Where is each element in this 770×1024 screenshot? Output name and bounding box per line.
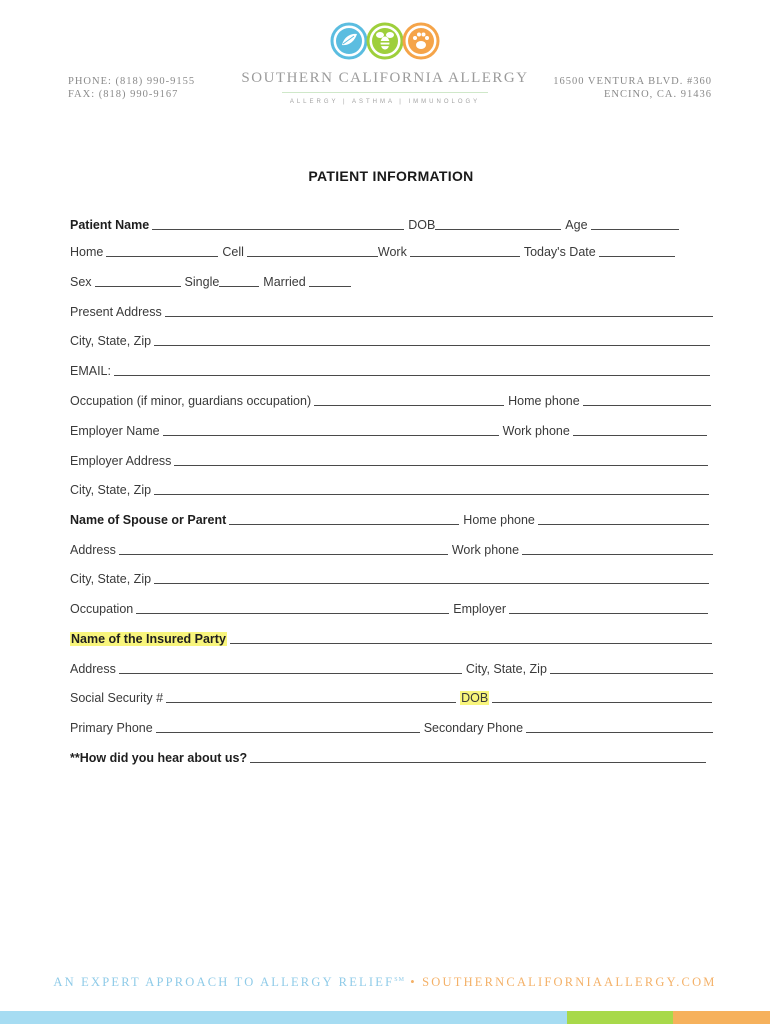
hear-about-field[interactable]	[250, 762, 706, 763]
form-row-insured-party	[70, 628, 712, 646]
employer-address-label: Employer Address	[70, 454, 172, 468]
city-state-zip-label: City, State, Zip	[465, 662, 547, 676]
contact-info	[68, 75, 195, 101]
city-state-zip-label: City, State, Zip	[70, 483, 152, 497]
spouse-parent-field[interactable]	[229, 524, 459, 525]
city-state-zip-field[interactable]	[550, 673, 713, 674]
employer-field[interactable]	[509, 613, 708, 614]
footer-tagline	[0, 975, 770, 990]
form-row-occupation-minor	[70, 390, 711, 408]
form-row-patient	[70, 214, 713, 232]
occupation-label: Occupation	[70, 602, 134, 616]
work-phone-field[interactable]	[573, 435, 707, 436]
city-state-zip-label: City, State, Zip	[70, 334, 152, 348]
patient-name-label: Patient Name	[70, 218, 150, 232]
form-row-email	[70, 360, 710, 378]
form-row-insured-address	[70, 658, 713, 676]
form-row-city-1	[70, 330, 710, 348]
form-row-phones-insured	[70, 717, 713, 735]
sex-label: Sex	[70, 275, 92, 289]
cell-label: Cell	[222, 245, 244, 259]
married-label: Married	[263, 275, 306, 289]
home-field[interactable]	[106, 256, 218, 257]
logo	[330, 22, 440, 62]
primary-phone-field[interactable]	[156, 732, 420, 733]
home-label: Home	[70, 245, 104, 259]
phone-text: PHONE: (818) 990-9155	[68, 76, 196, 87]
form-row-spouse	[70, 509, 709, 527]
work-label: Work	[377, 245, 407, 259]
sex-field[interactable]	[95, 286, 181, 287]
footer-bar-orange	[673, 1011, 770, 1024]
email-field[interactable]	[114, 375, 710, 376]
dob-label: DOB	[408, 218, 436, 232]
single-label: Single	[184, 275, 220, 289]
age-label: Age	[565, 218, 588, 232]
form-row-city-3	[70, 568, 709, 586]
insured-party-field[interactable]	[230, 643, 712, 644]
work-phone-label: Work phone	[502, 424, 570, 438]
city-state-zip-label: City, State, Zip	[70, 572, 152, 586]
address-line-1: 16500 VENTURA BLVD. #360	[553, 76, 712, 87]
present-address-field[interactable]	[165, 316, 713, 317]
secondary-phone-label: Secondary Phone	[423, 721, 524, 735]
form-row-status	[70, 271, 713, 289]
bee-icon	[368, 24, 402, 58]
form-row-employer-name	[70, 420, 707, 438]
work-phone-label: Work phone	[451, 543, 520, 557]
footer-separator: •	[404, 975, 423, 989]
city-state-zip-field[interactable]	[154, 345, 710, 346]
address-label: Address	[70, 543, 116, 557]
present-address-label: Present Address	[70, 305, 162, 319]
footer-slogan: AN EXPERT APPROACH TO ALLERGY RELIEF	[53, 975, 395, 989]
dob-field[interactable]	[435, 229, 561, 230]
insured-dob-field[interactable]	[492, 702, 712, 703]
brand-divider	[282, 92, 488, 93]
address-line-2: ENCINO, CA. 91436	[604, 89, 712, 100]
home-phone-label: Home phone	[508, 394, 580, 408]
form-row-spouse-address	[70, 539, 713, 557]
employer-name-field[interactable]	[163, 435, 499, 436]
spouse-parent-label: Name of Spouse or Parent	[70, 513, 227, 527]
hear-about-label: **How did you hear about us?	[70, 751, 248, 765]
cell-field[interactable]	[247, 256, 378, 257]
footer-bar-green	[567, 1011, 673, 1024]
patient-name-field[interactable]	[152, 229, 404, 230]
work-field[interactable]	[410, 256, 520, 257]
address-label: Address	[70, 662, 116, 676]
city-state-zip-field[interactable]	[154, 583, 709, 584]
service-mark: SM	[394, 976, 405, 983]
footer-website: SOUTHERNCALIFORNIAALLERGY.COM	[422, 975, 717, 989]
employer-name-label: Employer Name	[70, 424, 160, 438]
primary-phone-label: Primary Phone	[70, 721, 153, 735]
footer-bar-blue	[0, 1011, 567, 1024]
secondary-phone-field[interactable]	[526, 732, 713, 733]
form-row-spouse-occupation	[70, 598, 708, 616]
form-row-hear-about	[70, 747, 706, 765]
age-field[interactable]	[591, 229, 679, 230]
form-row-employer-address	[70, 450, 708, 468]
employer-label: Employer	[453, 602, 507, 616]
todays-date-field[interactable]	[599, 256, 675, 257]
address-field[interactable]	[119, 554, 448, 555]
brand-name: SOUTHERN CALIFORNIA ALLERGY	[241, 70, 529, 86]
married-field[interactable]	[309, 286, 351, 287]
occupation-minor-label: Occupation (if minor, guardians occupation)	[70, 394, 312, 408]
paw-icon	[404, 24, 438, 58]
work-phone-field[interactable]	[522, 554, 713, 555]
leaf-icon	[332, 24, 366, 58]
home-phone-field[interactable]	[538, 524, 709, 525]
todays-date-label: Today's Date	[523, 245, 596, 259]
form-row-present-address	[70, 301, 713, 319]
address-field[interactable]	[119, 673, 462, 674]
ssn-field[interactable]	[166, 702, 456, 703]
email-label: EMAIL:	[70, 364, 111, 378]
home-phone-label: Home phone	[463, 513, 535, 527]
brand-tagline: ALLERGY | ASTHMA | IMMUNOLOGY	[289, 99, 481, 105]
fax-text: FAX: (818) 990-9167	[68, 89, 179, 100]
form-row-ssn	[70, 687, 712, 705]
form-row-city-2	[70, 479, 709, 497]
form-row-phones	[70, 241, 713, 259]
city-state-zip-field[interactable]	[154, 494, 709, 495]
home-phone-field[interactable]	[583, 405, 711, 406]
occupation-minor-field[interactable]	[314, 405, 504, 406]
single-field[interactable]	[219, 286, 259, 287]
form-title: PATIENT INFORMATION	[308, 168, 474, 184]
ssn-label: Social Security #	[70, 691, 164, 705]
office-address	[553, 75, 712, 101]
insured-party-label: Name of the Insured Party	[71, 632, 226, 646]
employer-address-field[interactable]	[174, 465, 708, 466]
occupation-field[interactable]	[136, 613, 449, 614]
insured-dob-label: DOB	[461, 691, 489, 705]
